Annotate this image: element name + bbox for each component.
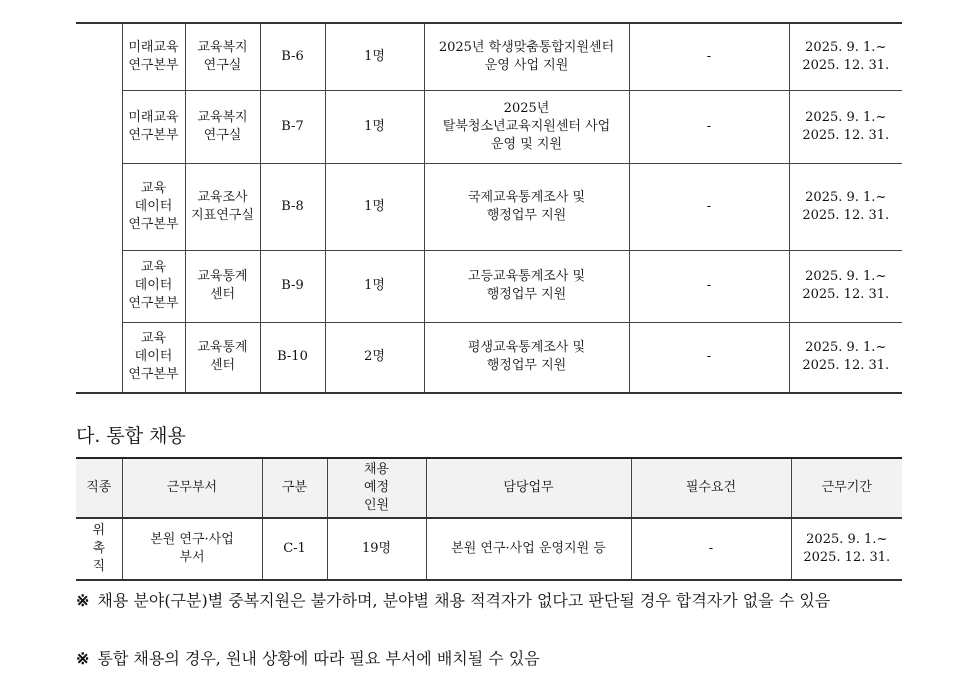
cell-line: 행정업무 지원: [486, 287, 567, 302]
cell-line: 고등교육통계조사 및: [467, 269, 586, 284]
cell-req: -: [629, 163, 789, 250]
cell-line: 센터: [209, 287, 236, 302]
header-count-line: 채용: [363, 462, 390, 477]
cell-code: B-6: [260, 23, 325, 90]
cell-line: 2025년 학생맞춤통합지원센터: [438, 39, 615, 55]
cell-line: 본원 연구·사업: [150, 532, 234, 547]
note-text: 통합 채용의 경우, 원내 상황에 따라 필요 부서에 배치될 수 있음: [97, 649, 540, 668]
indent-spacer-cell: [76, 250, 122, 322]
cell-line: 직: [92, 559, 106, 574]
cell-line: 행정업무 지원: [486, 358, 567, 374]
table-row: [76, 163, 902, 250]
note-duplicate-application: [76, 586, 908, 615]
header-req: 필수요건: [631, 458, 791, 518]
cell-line: 2025. 12. 31.: [802, 287, 890, 302]
header-count: [327, 458, 426, 518]
cell-code: C-1: [262, 518, 327, 580]
note-placement: [76, 644, 908, 673]
table-row: [76, 518, 902, 580]
cell-period: [789, 90, 902, 163]
cell-line: 위: [92, 523, 106, 538]
cell-line: 2025. 9. 1.~: [805, 269, 887, 284]
cell-period: [789, 163, 902, 250]
indent-spacer-cell: [76, 23, 122, 90]
header-dept: 근무부서: [122, 458, 262, 518]
cell-line: 미래교육: [128, 39, 179, 55]
cell-dept: [185, 23, 260, 90]
cell-count: 1명: [325, 250, 424, 322]
cell-line: 2025. 9. 1.~: [805, 109, 887, 125]
cell-line: 2025. 9. 1.~: [805, 340, 887, 356]
indent-spacer-cell: [76, 90, 122, 163]
header-job: 직종: [76, 458, 122, 518]
cell-duty: [424, 250, 629, 322]
cell-code: B-7: [260, 90, 325, 163]
cell-period: [789, 322, 902, 393]
header-period: 근무기간: [791, 458, 902, 518]
cell-dept: [185, 322, 260, 393]
cell-duty: [424, 322, 629, 393]
note-text: 채용 분야(구분)별 중복지원은 불가하며, 분야별 채용 적격자가 없다고 판단될 경우 합격자가 없을 수 있음: [97, 591, 831, 610]
cell-line: 연구본부: [128, 367, 179, 383]
cell-div: [122, 23, 185, 90]
cell-period: [791, 518, 902, 580]
cell-line: 평생교육통계조사 및: [467, 340, 586, 356]
table-row: [76, 250, 902, 322]
cell-line: 교육조사: [197, 189, 248, 205]
cell-line: 교육: [140, 260, 167, 275]
cell-req: -: [629, 322, 789, 393]
header-code: 구분: [262, 458, 327, 518]
cell-line: 행정업무 지원: [486, 207, 567, 223]
cell-line: 지표연구실: [191, 207, 254, 223]
cell-line: 연구실: [203, 57, 242, 73]
cell-line: 2025. 12. 31.: [802, 207, 890, 223]
cell-duty: [424, 163, 629, 250]
cell-div: [122, 322, 185, 393]
indent-spacer-cell: [76, 163, 122, 250]
header-duty: 담당업무: [426, 458, 631, 518]
cell-dept: [185, 163, 260, 250]
cell-dept: [185, 250, 260, 322]
cell-count: 2명: [325, 322, 424, 393]
cell-req: -: [629, 250, 789, 322]
cell-line: 2025. 12. 31.: [802, 127, 890, 143]
note-mark: ※: [76, 649, 90, 668]
cell-line: 탈북청소년교육지원센터 사업: [442, 118, 611, 134]
table-row: [76, 322, 902, 393]
cell-line: 2025년: [503, 100, 550, 116]
cell-line: 연구본부: [128, 57, 179, 73]
table-row: [76, 90, 902, 163]
cell-period: [789, 23, 902, 90]
cell-line: 2025. 9. 1.~: [806, 532, 888, 547]
cell-code: B-8: [260, 163, 325, 250]
cell-line: 센터: [209, 358, 236, 374]
positions-table-continued: [76, 22, 902, 394]
cell-line: 교육통계: [197, 269, 248, 284]
cell-line: 교육: [140, 331, 167, 347]
cell-div: [122, 250, 185, 322]
cell-div: [122, 163, 185, 250]
cell-line: 데이터: [134, 349, 173, 365]
cell-line: 교육통계: [197, 340, 248, 356]
cell-count: 1명: [325, 23, 424, 90]
cell-line: 2025. 12. 31.: [803, 550, 891, 565]
integrated-hiring-table: [76, 457, 902, 581]
cell-line: 데이터: [134, 278, 173, 293]
header-count-line: 인원: [363, 498, 390, 513]
cell-dept: [185, 90, 260, 163]
cell-count: 19명: [327, 518, 426, 580]
cell-line: 운영 및 지원: [490, 136, 563, 152]
cell-count: 1명: [325, 163, 424, 250]
indent-spacer-cell: [76, 322, 122, 393]
cell-line: 촉: [92, 541, 106, 556]
cell-code: B-9: [260, 250, 325, 322]
cell-req: -: [629, 90, 789, 163]
cell-line: 연구실: [203, 127, 242, 143]
header-row: [76, 458, 902, 518]
section-title: 다. 통합 채용: [76, 425, 186, 447]
cell-line: 교육복지: [197, 109, 248, 125]
cell-req: -: [631, 518, 791, 580]
table-row: [76, 23, 902, 90]
cell-dept: [122, 518, 262, 580]
cell-line: 교육복지: [197, 39, 248, 55]
cell-duty: [424, 90, 629, 163]
cell-div: [122, 90, 185, 163]
cell-line: 연구본부: [128, 216, 179, 232]
cell-line: 연구본부: [128, 296, 179, 311]
cell-line: 연구본부: [128, 127, 179, 143]
header-count-line: 예정: [363, 480, 390, 495]
cell-line: 2025. 9. 1.~: [805, 189, 887, 205]
cell-line: 데이터: [134, 198, 173, 214]
cell-duty: [424, 23, 629, 90]
note-mark: ※: [76, 591, 90, 610]
cell-line: 국제교육통계조사 및: [467, 189, 586, 205]
cell-count: 1명: [325, 90, 424, 163]
cell-duty: 본원 연구·사업 운영지원 등: [426, 518, 631, 580]
cell-line: 2025. 9. 1.~: [805, 39, 887, 55]
cell-line: 미래교육: [128, 109, 179, 125]
cell-job: [76, 518, 122, 580]
cell-line: 2025. 12. 31.: [802, 358, 890, 374]
cell-period: [789, 250, 902, 322]
cell-req: -: [629, 23, 789, 90]
cell-line: 2025. 12. 31.: [802, 57, 890, 73]
cell-line: 운영 사업 지원: [484, 57, 569, 73]
cell-line: 교육: [140, 180, 167, 196]
cell-line: 부서: [179, 550, 205, 565]
cell-code: B-10: [260, 322, 325, 393]
